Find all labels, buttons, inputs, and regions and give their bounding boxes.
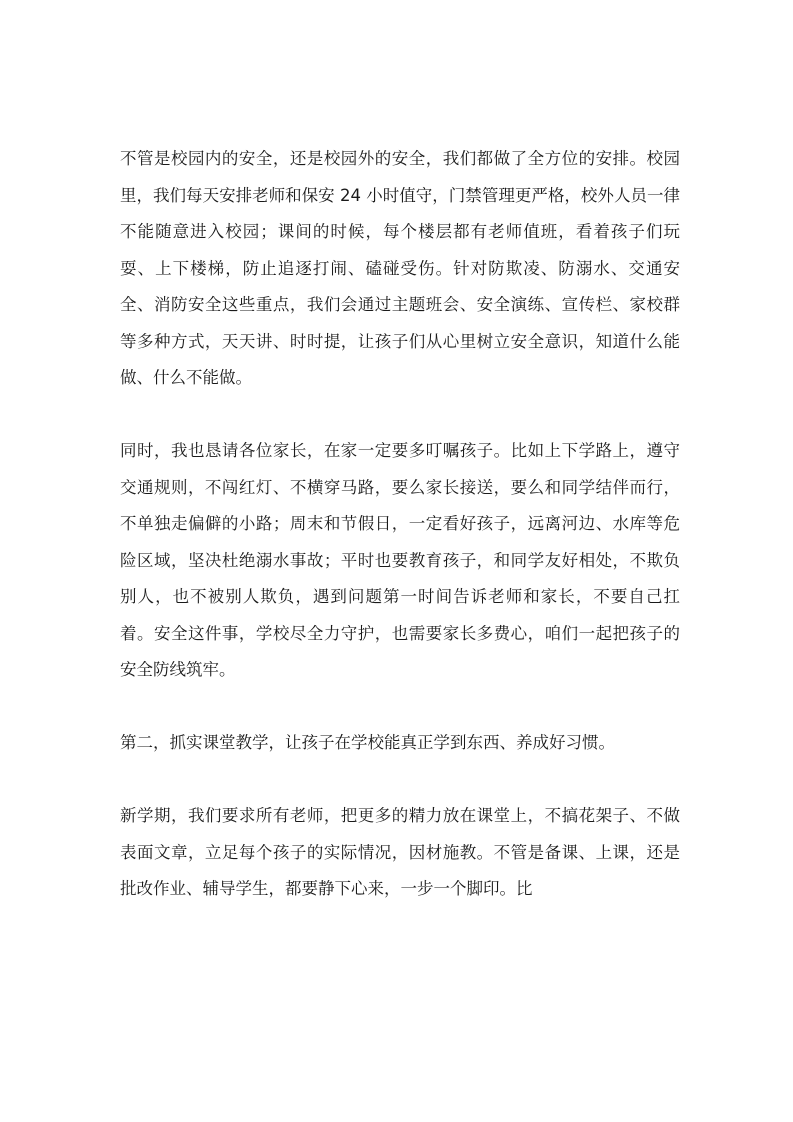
paragraph-parent-request: 同时，我也恳请各位家长，在家一定要多叮嘱孩子。比如上下学路上，遵守交通规则，不闯红灯、不横穿马路，要么家长接送，要么和同学结伴而行，不单独走偏僻的小路；周末和节假日，一定看好孩子，远离河边、水库等危险区域，坚决杜绝溺水事故；平时也要教育孩子，和同学友好相处，不欺负别人，也不被别人欺负，遇到问题第一时间告诉老师和家长，不要自己扛着。安全这件事，学校尽全力守护，也需要家长多费心，咱们一起把孩子的安全防线筑牢。: [120, 441, 680, 679]
paragraph-second-point-heading: 第二，抓实课堂教学，让孩子在学校能真正学到东西、养成好习惯。: [120, 733, 615, 752]
paragraph-campus-safety: 不管是校园内的安全，还是校园外的安全，我们都做了全方位的安排。校园里，我们每天安排老师和保安 24 小时值守，门禁管理更严格，校外人员一律不能随意进入校园；课间的时候，每个楼层都有老师值班，看着孩子们玩耍、上下楼梯，防止追逐打闹、磕碰受伤。针对防欺凌、防溺水、交通安全、消防安全这些重点，我们会通过主题班会、安全演练、宣传栏、家校群等多种方式，天天讲、时时提，让孩子们从心里树立安全意识，知道什么能做、什么不能做。: [120, 149, 680, 387]
document-body: [120, 141, 680, 908]
paragraph-new-semester-teaching: 新学期，我们要求所有老师，把更多的精力放在课堂上，不搞花架子、不做表面文章，立足每个孩子的实际情况，因材施教。不管是备课、上课，还是批改作业、辅导学生，都要静下心来，一步一个脚印。比: [120, 806, 680, 898]
